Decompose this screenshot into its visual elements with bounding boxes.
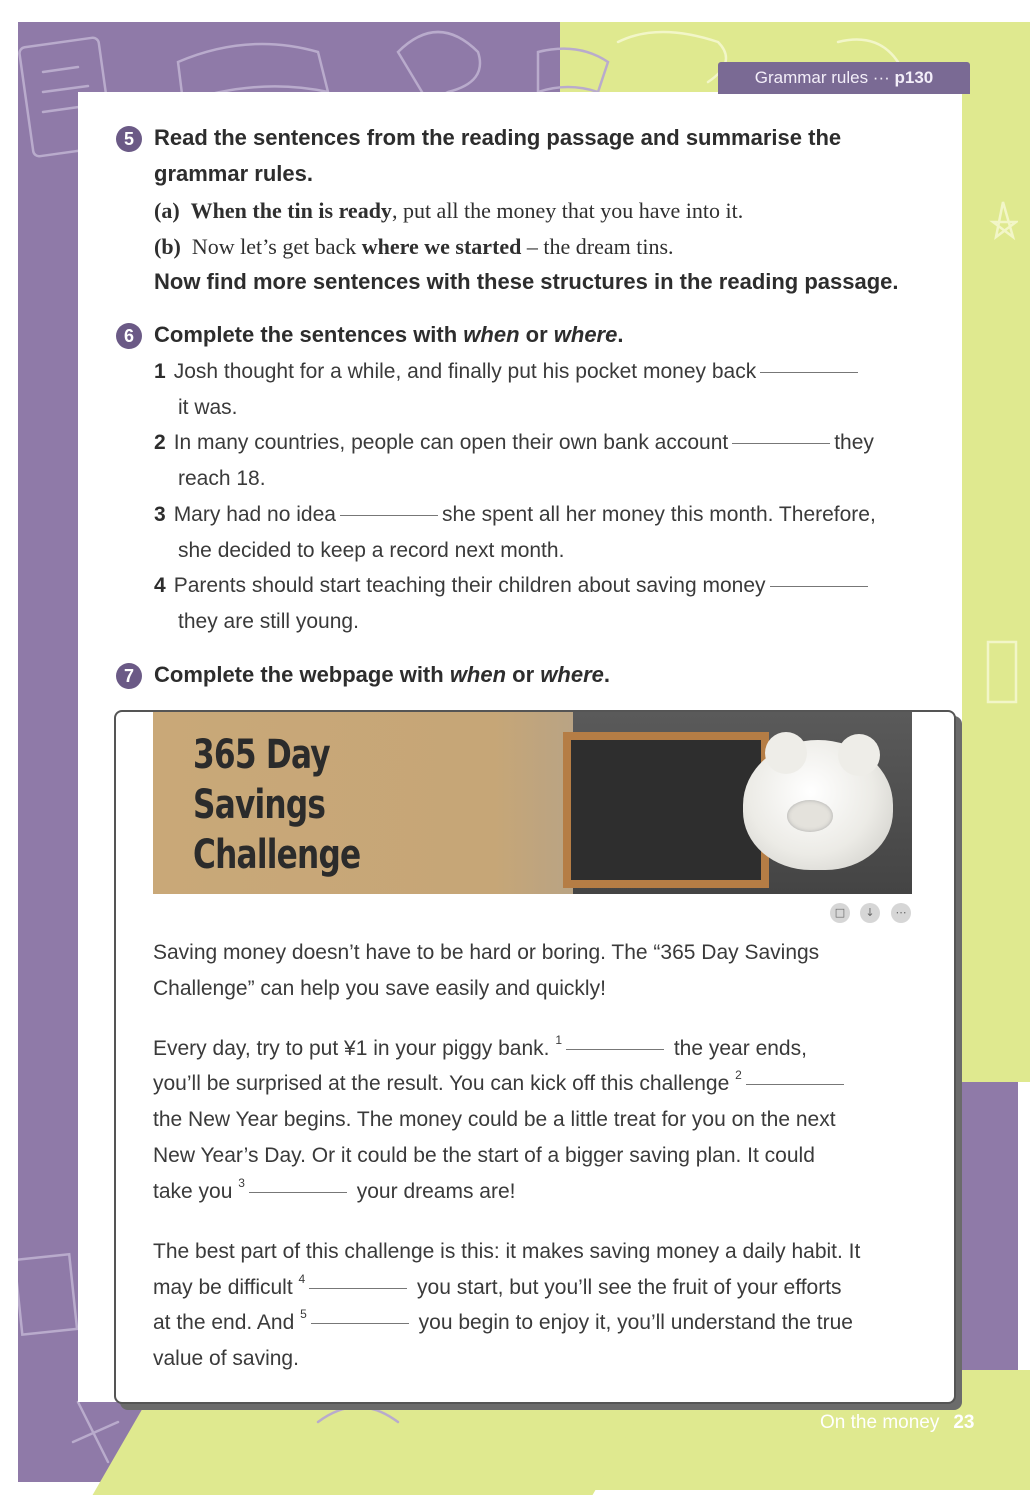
webpage-p1-line2: Challenge” can help you save easily and quickly! [153, 977, 606, 1000]
exercise-7-title-start: Complete the webpage with [154, 662, 450, 687]
answer-blank[interactable] [732, 442, 830, 444]
sentence-b-start: Now let’s get back [191, 234, 362, 259]
exercise-6-item-1-cont: it was. [178, 396, 238, 419]
webpage-p2-line4: New Year’s Day. Or it could be the start of a bigger saving plan. It could [153, 1144, 815, 1167]
webpage-blank-2[interactable] [746, 1083, 844, 1085]
webpage-p2-line5 [153, 1176, 516, 1204]
blank-number: 3 [238, 1176, 245, 1190]
banner-chalkboard [563, 732, 769, 888]
sentence-a-rest: , put all the money that you have into it. [391, 198, 744, 223]
webpage-p3-line3 [153, 1307, 853, 1335]
piggy-bank-image [743, 740, 893, 870]
p3-text: you start, but you’ll see the fruit of your efforts [411, 1276, 842, 1299]
exercise-6-title [154, 322, 623, 348]
exercise-6-title-end: . [617, 322, 624, 347]
webpage-blank-4[interactable] [309, 1287, 407, 1289]
exercise-6-item-3-cont: she decided to keep a record next month. [178, 539, 565, 562]
exercise-7-number: 7 [116, 663, 142, 689]
p2-text: you’ll be surprised at the result. You can kick off this challenge [153, 1072, 736, 1095]
blank-number: 4 [298, 1272, 306, 1286]
exercise-7-title-end: . [603, 662, 610, 687]
exercise-6-word-where: where [553, 322, 618, 347]
exercise-5-sentence-b [154, 234, 674, 260]
item-text-after: she spent all her money this month. Therefore, [441, 503, 876, 526]
exercise-6-item-2 [154, 431, 874, 455]
p2-text: your dreams are! [350, 1180, 516, 1203]
p3-text: at the end. And [153, 1311, 301, 1334]
exercise-5-footer: Now find more sentences with these structures in the reading passage. [154, 269, 899, 294]
exercise-6-item-4 [154, 574, 872, 598]
grammar-rules-tab[interactable] [718, 62, 970, 94]
sentence-a-label: (a) [154, 198, 180, 223]
banner-title-line2: Savings [193, 782, 326, 828]
webpage-banner [153, 712, 912, 894]
webpage-p2-line3: the New Year begins. The money could be a little treat for you on the next [153, 1108, 836, 1131]
answer-blank[interactable] [760, 371, 858, 373]
piggy-ear [765, 732, 807, 774]
exercise-5-sentence-a [154, 198, 743, 224]
item-text: Mary had no idea [173, 503, 336, 526]
blank-number: 2 [735, 1068, 742, 1082]
more-icon[interactable]: ⋯ [891, 903, 911, 923]
webpage-blank-5[interactable] [311, 1322, 409, 1324]
webpage-p1-line1: Saving money doesn’t have to be hard or boring. The “365 Day Savings [153, 941, 820, 964]
exercise-5-title-line1: Read the sentences from the reading passage and summarise the [154, 125, 842, 150]
webpage-blank-3[interactable] [249, 1191, 347, 1193]
blank-number: 5 [300, 1307, 307, 1321]
piggy-snout [787, 800, 833, 832]
bookmark-icon[interactable]: □ [830, 903, 850, 923]
item-text-after: they [834, 431, 874, 454]
piggy-ear [838, 734, 880, 776]
exercise-6-item-3 [154, 503, 876, 527]
page-footer [820, 1412, 974, 1434]
sentence-b-rest: – the dream tins. [521, 234, 674, 259]
item-text: Josh thought for a while, and finally put his pocket money back [173, 360, 757, 383]
banner-title-line3: Challenge [193, 832, 361, 878]
item-text: Parents should start teaching their children about saving money [173, 574, 766, 597]
unit-title: On the money [820, 1412, 940, 1433]
webpage-p3-line2 [153, 1272, 842, 1300]
webpage-p2-line1 [153, 1033, 807, 1061]
exercise-7-title-mid: or [506, 662, 541, 687]
exercise-5-title-line2: grammar rules. [154, 161, 313, 186]
webpage-p3-line4: value of saving. [153, 1347, 299, 1370]
grammar-rules-label: Grammar rules ··· [754, 68, 895, 87]
answer-blank[interactable] [770, 585, 868, 587]
item-number: 3 [154, 503, 166, 526]
p2-text: the year ends, [668, 1037, 807, 1060]
webpage-p3-line1: The best part of this challenge is this: it makes saving money a daily habit. It [153, 1240, 861, 1263]
banner-title-line1: 365 Day [193, 732, 330, 778]
answer-blank[interactable] [340, 514, 438, 516]
sentence-a-bold: When the tin is ready [190, 198, 392, 223]
blank-number: 1 [555, 1033, 563, 1047]
p2-text: take you [153, 1180, 239, 1203]
exercise-6-title-start: Complete the sentences with [154, 322, 464, 347]
sentence-b-bold: where we started [361, 234, 522, 259]
webpage-blank-1[interactable] [566, 1048, 664, 1050]
item-number: 4 [154, 574, 166, 597]
exercise-6-word-when: when [463, 322, 520, 347]
exercise-6-item-2-cont: reach 18. [178, 467, 266, 490]
exercise-6-title-mid: or [519, 322, 554, 347]
exercise-6-item-1 [154, 360, 862, 384]
exercise-6-item-4-cont: they are still young. [178, 610, 359, 633]
p2-text: Every day, try to put ¥1 in your piggy bank. [153, 1037, 556, 1060]
item-text: In many countries, people can open their own bank account [173, 431, 729, 454]
banner-title [193, 730, 360, 880]
page-number: 23 [953, 1412, 975, 1433]
exercise-7-word-when: when [449, 662, 507, 687]
sentence-b-label: (b) [154, 234, 181, 259]
exercise-7-title [154, 662, 610, 688]
p3-text: you begin to enjoy it, you’ll understand the true [412, 1311, 853, 1334]
exercise-7-word-where: where [540, 662, 604, 687]
grammar-rules-page: p130 [894, 68, 934, 87]
p3-text: may be difficult [153, 1276, 299, 1299]
exercise-5-number: 5 [116, 126, 142, 152]
item-number: 1 [154, 360, 166, 383]
webpage-p2-line2 [153, 1068, 848, 1096]
download-icon[interactable]: ↓ [860, 903, 880, 923]
item-number: 2 [154, 431, 166, 454]
exercise-6-number: 6 [116, 323, 142, 349]
